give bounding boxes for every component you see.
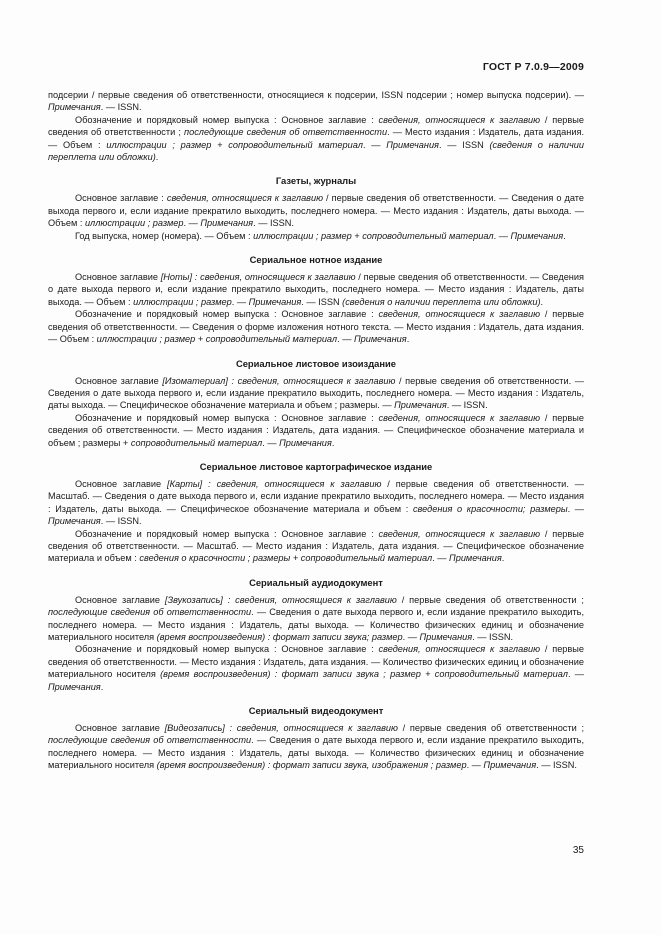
- paragraph: Обозначение и порядковый номер выпуска : Основное заглавие : сведения, относящиеся к заглавию / первые сведения об ответственности. — Масштаб. — Место издания : Издатель, дата издания. — Специфическое обозначение материала и объем : сведения о красочности ; размеры + сопроводительный материал. — Примечания.: [48, 528, 585, 564]
- paragraph: Обозначение и порядковый номер выпуска : Основное заглавие : сведения, относящиеся к заглавию / первые сведения об ответственности. — Место издания : Издатель, дата издания. — Количество физических единиц и обозначение материального носителя (время воспроизведения) : формат записи звука ; размер + сопроводительный материал. — Примечания.: [48, 644, 585, 692]
- document-body: [48, 89, 584, 772]
- section-heading: Газеты, журналы: [275, 175, 357, 187]
- paragraph: Год выпуска, номер (номера). — Объем : иллюстрации ; размер + сопроводительный материал. — Примечания.: [75, 230, 566, 241]
- paragraph: Обозначение и порядковый номер выпуска : Основное заглавие : сведения, относящиеся к заглавию / первые сведения об ответственности ; последующие сведения об ответственности. — Место издания : Издатель, дата издания. — Объем : иллюстрации ; размер + сопроводительный материал. — Примечания. — ISSN (сведения о наличии переплета или обложки).: [48, 114, 585, 163]
- paragraph: Обозначение и порядковый номер выпуска : Основное заглавие : сведения, относящиеся к заглавию / первые сведения об ответственности. — Сведения о форме изложения нотного текста. — Место издания : Издатель, дата издания. — Объем : иллюстрации ; размер + сопроводительный материал. — Примечания.: [48, 309, 585, 345]
- standard-header: ГОСТ Р 7.0.9—2009: [482, 61, 584, 73]
- paragraph: Основное заглавие : сведения, относящиеся к заглавию / первые сведения об ответственности. — Сведения о дате выхода первого и, если издание прекратило выходить, последнего номера. — Место издания : Издатель, даты выхода. — Объем : иллюстрации ; размер. — Примечания. — ISSN.: [48, 193, 584, 229]
- section-heading: Сериальное листовое изоиздание: [235, 357, 397, 369]
- paragraph: Основное заглавие [Звукозапись] : сведения, относящиеся к заглавию / первые сведения об ответственности ; последующие сведения об ответственности. — Сведения о дате выхода первого и, если издание прекратило выходить, последнего номера. — Место издания : Издатель, даты выхода. — Количество физических единиц и обозначение материального носителя (время воспроизведения) : формат записи звука; размер. — Примечания. — ISSN.: [48, 594, 584, 642]
- paragraph: подсерии / первые сведения об ответственности, относящиеся к подсерии, ISSN подсерии ; номер выпуска подсерии). — Примечания. — ISSN.: [48, 90, 584, 113]
- paragraph: Основное заглавие [Ноты] : сведения, относящиеся к заглавию / первые сведения об ответственности. — Сведения о дате выхода первого и, если издание прекратило выходить, последнего номера. — Место издания : Издатель, даты выхода. — Объем : иллюстрации ; размер. — Примечания. — ISSN (сведения о наличии переплета или обложки).: [48, 272, 584, 307]
- page-number: 35: [572, 845, 584, 856]
- paragraph: Обозначение и порядковый номер выпуска : Основное заглавие : сведения, относящиеся к заглавию / первые сведения об ответственности. — Место издания : Издатель, дата издания. — Специфическое обозначение материала и объем ; размеры + сопроводительный материал. — Примечания.: [48, 412, 585, 448]
- section-heading: Сериальное нотное издание: [249, 254, 383, 266]
- paragraph: Основное заглавие [Видеозапись] : сведения, относящиеся к заглавию / первые сведения об ответственности ; последующие сведения об ответственности. — Сведения о дате выхода первого и, если издание прекратило выходить, последнего номера. — Место издания : Издатель, даты выхода. — Количество физических единиц и обозначение материального носителя (время воспроизведения) : формат записи звука, изображения ; размер. — Примечания. — ISSN.: [48, 723, 584, 771]
- paragraph: Основное заглавие [Изоматериал] : сведения, относящиеся к заглавию / первые сведения об ответственности. — Сведения о дате выхода первого и, если издание прекратило выходить, последнего номера. — Место издания : Издатель, даты выхода. — Специфическое обозначение материала и объем ; размеры. — Примечания. — ISSN.: [48, 375, 584, 411]
- paragraph: Основное заглавие [Карты] : сведения, относящиеся к заглавию / первые сведения об ответственности. — Масштаб. — Сведения о дате выхода первого и, если издание прекратило выходить, последнего номера. — Место издания : Издатель, даты выхода. — Специфическое обозначение материала и объем : сведения о красочности; размеры. — Примечания. — ISSN.: [48, 478, 584, 527]
- section-heading: Сериальный аудиодокумент: [249, 576, 383, 588]
- section-heading: Сериальный видеодокумент: [248, 705, 384, 717]
- section-heading: Сериальное листовое картографическое издание: [199, 460, 433, 472]
